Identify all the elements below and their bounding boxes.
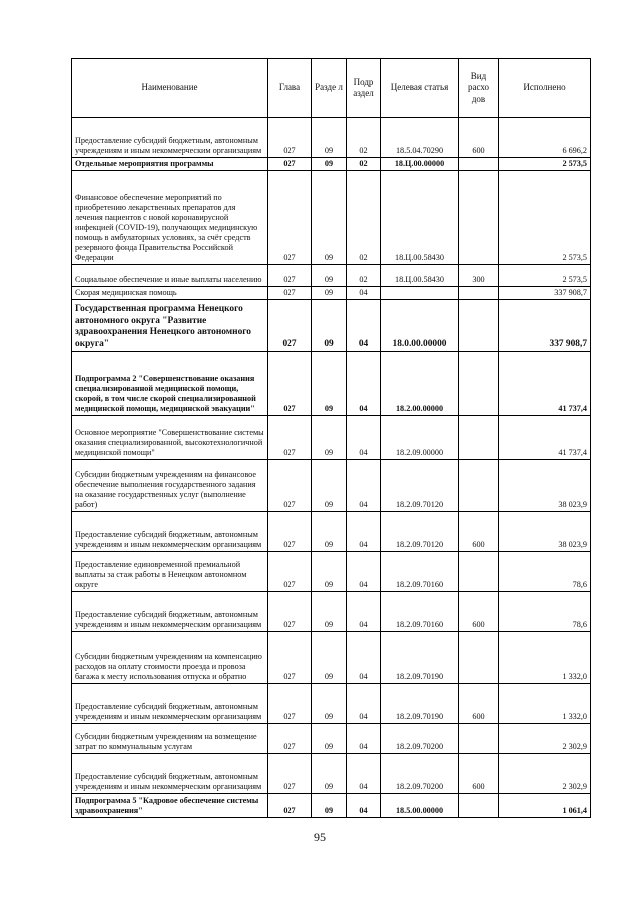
row-amount: 38 023,9 <box>499 460 591 512</box>
row-name: Предоставление единовременной премиальной выплаты за стаж работы в Ненецком автономном округе <box>72 552 268 592</box>
row-celevaya-statya: 18.2.09.70190 <box>381 684 459 724</box>
row-amount: 38 023,9 <box>499 512 591 552</box>
row-razdel: 09 <box>312 416 347 460</box>
row-razdel: 09 <box>312 460 347 512</box>
row-vid-rashodov <box>459 724 499 754</box>
table-row <box>72 265 591 287</box>
row-podrazdel: 02 <box>347 171 381 265</box>
row-name: Подпрограмма 2 "Совершенствование оказания специализированной медицинской помощи, скорой, в том числе скорой специализированной медицинской помощи, медицинской эвакуации" <box>72 352 268 416</box>
row-amount: 41 737,4 <box>499 416 591 460</box>
row-name: Субсидии бюджетным учреждениям на возмещение затрат по коммунальным услугам <box>72 724 268 754</box>
row-razdel: 09 <box>312 265 347 287</box>
row-name: Предоставление субсидий бюджетным, автономным учреждениям и иным некоммерческим организациям <box>72 754 268 794</box>
row-vid-rashodov <box>459 632 499 684</box>
table-row <box>72 416 591 460</box>
row-amount: 2 573,5 <box>499 265 591 287</box>
row-celevaya-statya: 18.0.00.00000 <box>381 300 459 352</box>
row-podrazdel: 04 <box>347 460 381 512</box>
table-row <box>72 592 591 632</box>
row-celevaya-statya: 18.5.00.00000 <box>381 794 459 818</box>
row-glava: 027 <box>268 158 312 171</box>
header-razdel: Разде л <box>312 59 347 118</box>
row-razdel: 09 <box>312 512 347 552</box>
row-vid-rashodov: 600 <box>459 684 499 724</box>
row-celevaya-statya: 18.2.00.00000 <box>381 352 459 416</box>
row-vid-rashodov <box>459 171 499 265</box>
row-podrazdel: 02 <box>347 118 381 158</box>
row-glava: 027 <box>268 794 312 818</box>
row-celevaya-statya: 18.2.09.70160 <box>381 552 459 592</box>
row-celevaya-statya: 18.5.04.70290 <box>381 118 459 158</box>
row-glava: 027 <box>268 724 312 754</box>
row-celevaya-statya: 18.2.09.70190 <box>381 632 459 684</box>
header-name: Наименование <box>72 59 268 118</box>
row-name: Подпрограмма 5 "Кадровое обеспечение системы здравоохранения" <box>72 794 268 818</box>
row-glava: 027 <box>268 460 312 512</box>
row-razdel: 09 <box>312 794 347 818</box>
row-amount: 41 737,4 <box>499 352 591 416</box>
row-amount: 2 573,5 <box>499 171 591 265</box>
row-vid-rashodov <box>459 416 499 460</box>
row-podrazdel: 02 <box>347 265 381 287</box>
row-amount: 337 908,7 <box>499 287 591 300</box>
header-celevaya-statya: Целевая статья <box>381 59 459 118</box>
row-name: Отдельные мероприятия программы <box>72 158 268 171</box>
row-vid-rashodov <box>459 158 499 171</box>
row-name: Государственная программа Ненецкого автономного округа "Развитие здравоохранения Ненецкого автономного округа" <box>72 300 268 352</box>
row-amount: 6 696,2 <box>499 118 591 158</box>
row-vid-rashodov: 600 <box>459 754 499 794</box>
row-name: Социальное обеспечение и иные выплаты населению <box>72 265 268 287</box>
row-podrazdel: 04 <box>347 416 381 460</box>
row-vid-rashodov: 600 <box>459 118 499 158</box>
row-vid-rashodov: 300 <box>459 265 499 287</box>
row-amount: 2 573,5 <box>499 158 591 171</box>
table-row <box>72 684 591 724</box>
row-glava: 027 <box>268 592 312 632</box>
row-razdel: 09 <box>312 552 347 592</box>
table-row <box>72 632 591 684</box>
row-podrazdel: 04 <box>347 632 381 684</box>
row-podrazdel: 04 <box>347 754 381 794</box>
table-row <box>72 171 591 265</box>
header-podrazdel: Подр аздел <box>347 59 381 118</box>
row-glava: 027 <box>268 118 312 158</box>
row-podrazdel: 04 <box>347 352 381 416</box>
row-name: Предоставление субсидий бюджетным, автономным учреждениям и иным некоммерческим организациям <box>72 592 268 632</box>
row-vid-rashodov <box>459 352 499 416</box>
row-celevaya-statya: 18.Ц.00.58430 <box>381 265 459 287</box>
row-vid-rashodov <box>459 287 499 300</box>
row-glava: 027 <box>268 287 312 300</box>
row-razdel: 09 <box>312 684 347 724</box>
row-amount: 1 332,0 <box>499 632 591 684</box>
row-razdel: 09 <box>312 287 347 300</box>
row-amount: 2 302,9 <box>499 724 591 754</box>
row-celevaya-statya: 18.2.09.70120 <box>381 512 459 552</box>
row-podrazdel: 04 <box>347 512 381 552</box>
row-razdel: 09 <box>312 171 347 265</box>
table-row <box>72 300 591 352</box>
row-name: Предоставление субсидий бюджетным, автономным учреждениям и иным некоммерческим организациям <box>72 118 268 158</box>
row-amount: 1 061,4 <box>499 794 591 818</box>
row-vid-rashodov: 600 <box>459 512 499 552</box>
row-glava: 027 <box>268 300 312 352</box>
row-razdel: 09 <box>312 754 347 794</box>
row-podrazdel: 04 <box>347 287 381 300</box>
row-razdel: 09 <box>312 300 347 352</box>
row-celevaya-statya: 18.Ц.00.58430 <box>381 171 459 265</box>
row-amount: 2 302,9 <box>499 754 591 794</box>
row-name: Предоставление субсидий бюджетным, автономным учреждениям и иным некоммерческим организациям <box>72 684 268 724</box>
row-podrazdel: 04 <box>347 592 381 632</box>
budget-execution-table <box>71 58 591 818</box>
row-celevaya-statya: 18.Ц.00.00000 <box>381 158 459 171</box>
row-glava: 027 <box>268 171 312 265</box>
table-row <box>72 724 591 754</box>
row-celevaya-statya: 18.2.09.70120 <box>381 460 459 512</box>
row-podrazdel: 04 <box>347 684 381 724</box>
table-row <box>72 352 591 416</box>
row-vid-rashodov: 600 <box>459 592 499 632</box>
table-row <box>72 158 591 171</box>
row-razdel: 09 <box>312 724 347 754</box>
table-row <box>72 460 591 512</box>
row-glava: 027 <box>268 632 312 684</box>
header-vid-rashodov: Вид расхо дов <box>459 59 499 118</box>
row-vid-rashodov <box>459 552 499 592</box>
row-razdel: 09 <box>312 632 347 684</box>
row-glava: 027 <box>268 416 312 460</box>
row-glava: 027 <box>268 552 312 592</box>
row-name: Предоставление субсидий бюджетным, автономным учреждениям и иным некоммерческим организациям <box>72 512 268 552</box>
table-row <box>72 754 591 794</box>
row-razdel: 09 <box>312 352 347 416</box>
row-celevaya-statya <box>381 287 459 300</box>
row-celevaya-statya: 18.2.09.00000 <box>381 416 459 460</box>
row-razdel: 09 <box>312 592 347 632</box>
table-header-row <box>72 59 591 118</box>
row-vid-rashodov <box>459 300 499 352</box>
row-glava: 027 <box>268 754 312 794</box>
row-razdel: 09 <box>312 118 347 158</box>
row-amount: 337 908,7 <box>499 300 591 352</box>
table-row <box>72 512 591 552</box>
row-celevaya-statya: 18.2.09.70200 <box>381 724 459 754</box>
table-row <box>72 552 591 592</box>
table-row <box>72 118 591 158</box>
row-vid-rashodov <box>459 460 499 512</box>
row-podrazdel: 04 <box>347 300 381 352</box>
row-amount: 78,6 <box>499 552 591 592</box>
row-glava: 027 <box>268 352 312 416</box>
page-number: 95 <box>314 830 326 844</box>
row-amount: 78,6 <box>499 592 591 632</box>
row-vid-rashodov <box>459 794 499 818</box>
row-glava: 027 <box>268 684 312 724</box>
header-glava: Глава <box>268 59 312 118</box>
row-celevaya-statya: 18.2.09.70200 <box>381 754 459 794</box>
row-podrazdel: 04 <box>347 552 381 592</box>
row-razdel: 09 <box>312 158 347 171</box>
table-row <box>72 794 591 818</box>
row-name: Финансовое обеспечение мероприятий по приобретению лекарственных препаратов для лечения пациентов с новой коронавирусной инфекцией (COVID-19), получающих медицинскую помощь в амбулаторных условиях, за счёт средств резервного фонда Правительства Российской Федерации <box>72 171 268 265</box>
table-row <box>72 287 591 300</box>
row-glava: 027 <box>268 512 312 552</box>
row-podrazdel: 04 <box>347 794 381 818</box>
row-glava: 027 <box>268 265 312 287</box>
row-name: Основное мероприятие "Совершенствование системы оказания специализированной, высокотехнологичной медицинской помощи" <box>72 416 268 460</box>
row-name: Субсидии бюджетным учреждениям на компенсацию расходов на оплату стоимости проезда и провоза багажа к месту использования отпуска и обратно <box>72 632 268 684</box>
row-name: Субсидии бюджетным учреждениям на финансовое обеспечение выполнения государственного задания на оказание государственных услуг (выполнение работ) <box>72 460 268 512</box>
row-podrazdel: 02 <box>347 158 381 171</box>
header-ispolneno: Исполнено <box>499 59 591 118</box>
row-name: Скорая медицинская помощь <box>72 287 268 300</box>
row-amount: 1 332,0 <box>499 684 591 724</box>
row-celevaya-statya: 18.2.09.70160 <box>381 592 459 632</box>
row-podrazdel: 04 <box>347 724 381 754</box>
